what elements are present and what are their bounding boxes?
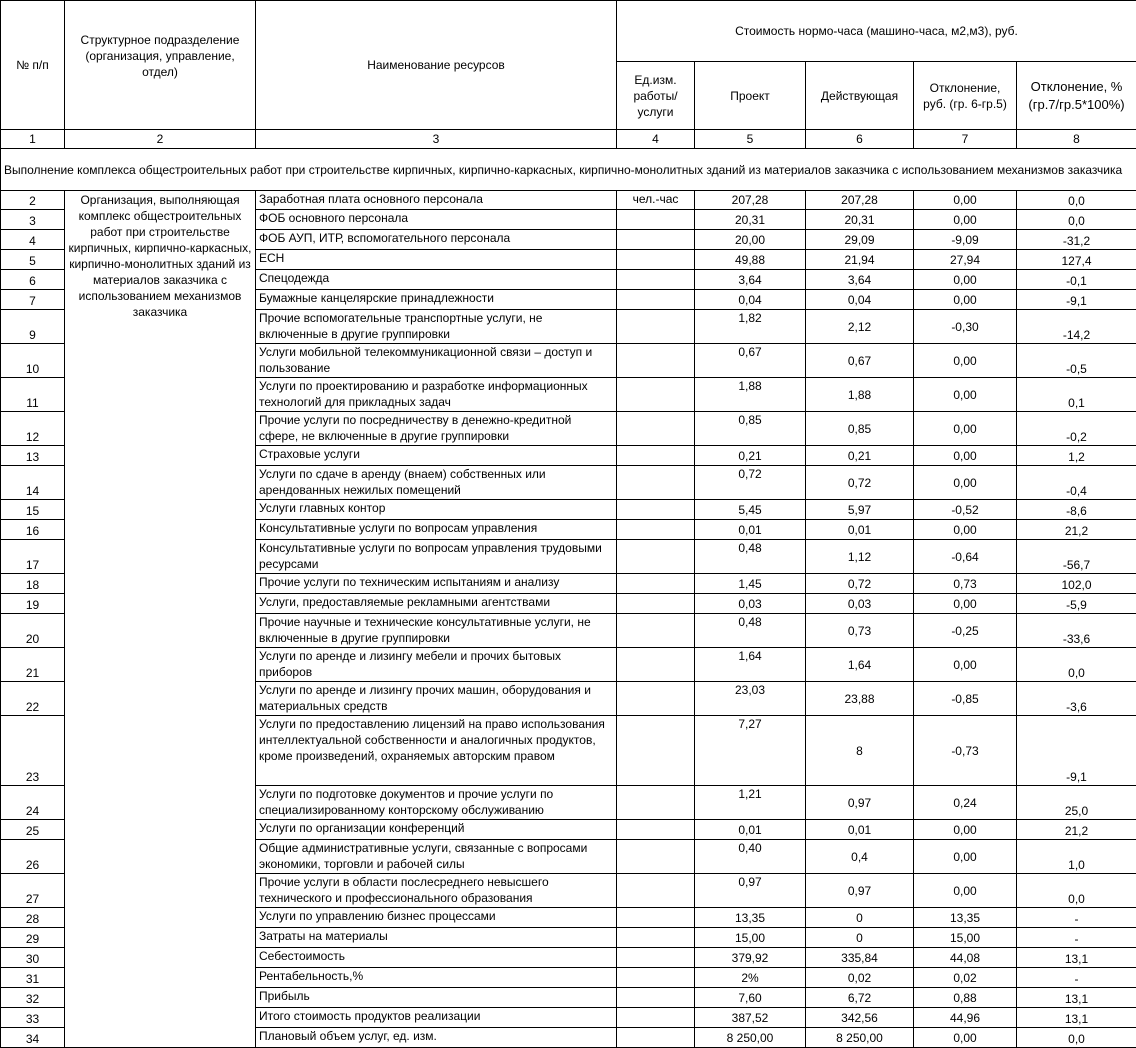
measure-unit (617, 310, 695, 344)
project-value: 20,31 (695, 210, 806, 230)
deviation-rub: 0,73 (914, 574, 1017, 594)
project-value: 20,00 (695, 230, 806, 250)
row-number: 23 (1, 716, 65, 786)
project-value: 13,35 (695, 908, 806, 928)
row-number: 2 (1, 191, 65, 210)
measure-unit (617, 500, 695, 520)
row-number: 22 (1, 682, 65, 716)
deviation-pct: 1,0 (1017, 840, 1136, 874)
deviation-rub: 0,00 (914, 378, 1017, 412)
column-number: 8 (1017, 130, 1136, 149)
row-number: 10 (1, 344, 65, 378)
header-col-current: Действующая (806, 62, 914, 130)
measure-unit (617, 540, 695, 574)
resource-name: Услуги по организации конференций (256, 820, 617, 840)
column-number: 6 (806, 130, 914, 149)
resource-name: Прибыль (256, 988, 617, 1008)
deviation-pct: -9,1 (1017, 716, 1136, 786)
deviation-rub: -0,85 (914, 682, 1017, 716)
table-row (1, 191, 1136, 210)
deviation-pct: -56,7 (1017, 540, 1136, 574)
resource-name: Прочие научные и технические консультативные услуги, не включенные в другие группировки (256, 614, 617, 648)
project-value: 0,85 (695, 412, 806, 446)
row-number: 21 (1, 648, 65, 682)
row-number: 9 (1, 310, 65, 344)
measure-unit: чел.-час (617, 191, 695, 210)
column-number: 3 (256, 130, 617, 149)
row-number: 4 (1, 230, 65, 250)
project-value: 49,88 (695, 250, 806, 270)
deviation-rub: -0,30 (914, 310, 1017, 344)
deviation-rub: 15,00 (914, 928, 1017, 948)
deviation-pct: -0,4 (1017, 466, 1136, 500)
resource-name: ФОБ основного персонала (256, 210, 617, 230)
deviation-pct: 1,2 (1017, 446, 1136, 466)
row-number: 32 (1, 988, 65, 1008)
measure-unit (617, 230, 695, 250)
deviation-rub: 0,00 (914, 466, 1017, 500)
current-value: 2,12 (806, 310, 914, 344)
resource-name: Услуги по проектированию и разработке информационных технологий для прикладных задач (256, 378, 617, 412)
measure-unit (617, 614, 695, 648)
current-value: 5,97 (806, 500, 914, 520)
project-value: 0,40 (695, 840, 806, 874)
project-value: 7,60 (695, 988, 806, 1008)
project-value: 1,82 (695, 310, 806, 344)
row-number: 12 (1, 412, 65, 446)
measure-unit (617, 820, 695, 840)
deviation-rub: 0,00 (914, 648, 1017, 682)
org-cell (65, 191, 256, 1048)
header-col-project: Проект (695, 62, 806, 130)
resource-name: Прочие услуги по посредничеству в денежно-кредитной сфере, не включенные в другие группировки (256, 412, 617, 446)
project-value: 0,03 (695, 594, 806, 614)
deviation-rub: 0,00 (914, 840, 1017, 874)
deviation-pct: -31,2 (1017, 230, 1136, 250)
current-value: 0,97 (806, 874, 914, 908)
row-number: 13 (1, 446, 65, 466)
current-value: 29,09 (806, 230, 914, 250)
resource-name: Услуги по подготовке документов и прочие услуги по специализированному конторскому обслуживанию (256, 786, 617, 820)
current-value: 0 (806, 908, 914, 928)
resource-name: Бумажные канцелярские принадлежности (256, 290, 617, 310)
current-value: 23,88 (806, 682, 914, 716)
project-value: 0,48 (695, 614, 806, 648)
row-number: 31 (1, 968, 65, 988)
current-value: 0,73 (806, 614, 914, 648)
measure-unit (617, 948, 695, 968)
deviation-rub: -9,09 (914, 230, 1017, 250)
resource-name: Услуги по управлению бизнес процессами (256, 908, 617, 928)
header-col-dev-pct: Отклонение, % (гр.7/гр.5*100%) (1017, 62, 1136, 130)
deviation-rub: -0,73 (914, 716, 1017, 786)
current-value: 0,01 (806, 820, 914, 840)
row-number: 28 (1, 908, 65, 928)
deviation-rub: 0,00 (914, 270, 1017, 290)
deviation-rub: -0,25 (914, 614, 1017, 648)
measure-unit (617, 840, 695, 874)
row-number: 11 (1, 378, 65, 412)
deviation-rub: 0,24 (914, 786, 1017, 820)
row-number: 20 (1, 614, 65, 648)
deviation-pct: 13,1 (1017, 1008, 1136, 1028)
resource-name: Себестоимость (256, 948, 617, 968)
resource-name: ФОБ АУП, ИТР, вспомогательного персонала (256, 230, 617, 250)
deviation-rub: 0,00 (914, 874, 1017, 908)
project-value: 15,00 (695, 928, 806, 948)
resource-name: Услуги по сдаче в аренду (внаем) собственных или арендованных нежилых помещений (256, 466, 617, 500)
section-title-row (1, 149, 1136, 191)
row-number: 6 (1, 270, 65, 290)
current-value: 1,12 (806, 540, 914, 574)
resource-name: Общие административные услуги, связанные с вопросами экономики, торговли и рабочей силы (256, 840, 617, 874)
resource-name: Спецодежда (256, 270, 617, 290)
deviation-pct: 25,0 (1017, 786, 1136, 820)
measure-unit (617, 928, 695, 948)
project-value: 23,03 (695, 682, 806, 716)
deviation-pct: 127,4 (1017, 250, 1136, 270)
measure-unit (617, 1028, 695, 1048)
project-value: 0,97 (695, 874, 806, 908)
column-number: 7 (914, 130, 1017, 149)
project-value: 2% (695, 968, 806, 988)
current-value: 6,72 (806, 988, 914, 1008)
row-number: 19 (1, 594, 65, 614)
measure-unit (617, 446, 695, 466)
deviation-rub: 0,00 (914, 594, 1017, 614)
project-value: 0,21 (695, 446, 806, 466)
row-number: 26 (1, 840, 65, 874)
measure-unit (617, 290, 695, 310)
deviation-pct: 0,0 (1017, 874, 1136, 908)
measure-unit (617, 594, 695, 614)
current-value: 0,04 (806, 290, 914, 310)
resource-name: Прочие вспомогательные транспортные услуги, не включенные в другие группировки (256, 310, 617, 344)
header-col-resource: Наименование ресурсов (256, 1, 617, 130)
row-number: 17 (1, 540, 65, 574)
deviation-pct: - (1017, 968, 1136, 988)
deviation-pct: -3,6 (1017, 682, 1136, 716)
deviation-pct: 21,2 (1017, 820, 1136, 840)
deviation-rub: 0,00 (914, 210, 1017, 230)
deviation-pct: 13,1 (1017, 948, 1136, 968)
org-cell-text: Организация, выполняющая комплекс общестроительных работ при строительстве кирпичных, кирпично-каркасных, кирпично-монолитных зданий из материалов заказчика с использованием механизмов заказчика (68, 192, 252, 320)
deviation-rub: 0,00 (914, 1028, 1017, 1048)
deviation-rub: 0,00 (914, 412, 1017, 446)
deviation-rub: -0,64 (914, 540, 1017, 574)
header-col-measure: Ед.изм. работы/ услуги (617, 62, 695, 130)
project-value: 1,45 (695, 574, 806, 594)
row-number: 5 (1, 250, 65, 270)
current-value: 8 250,00 (806, 1028, 914, 1048)
resource-name: Прочие услуги в области послесреднего невысшего технического и профессионального образования (256, 874, 617, 908)
deviation-rub: 44,08 (914, 948, 1017, 968)
column-number: 5 (695, 130, 806, 149)
measure-unit (617, 210, 695, 230)
measure-unit (617, 648, 695, 682)
resource-name: Услуги по предоставлению лицензий на право использования интеллектуальной собственности и аналогичных продуктов, кроме произведений, охраняемых авторским правом (256, 716, 617, 786)
current-value: 342,56 (806, 1008, 914, 1028)
row-number: 24 (1, 786, 65, 820)
row-number: 14 (1, 466, 65, 500)
measure-unit (617, 344, 695, 378)
current-value: 207,28 (806, 191, 914, 210)
measure-unit (617, 412, 695, 446)
row-number: 16 (1, 520, 65, 540)
resource-name: Страховые услуги (256, 446, 617, 466)
deviation-pct: -8,6 (1017, 500, 1136, 520)
deviation-pct: 0,0 (1017, 191, 1136, 210)
current-value: 0,67 (806, 344, 914, 378)
resource-name: Итого стоимость продуктов реализации (256, 1008, 617, 1028)
row-number: 7 (1, 290, 65, 310)
resource-name: Консультативные услуги по вопросам управления трудовыми ресурсами (256, 540, 617, 574)
measure-unit (617, 908, 695, 928)
measure-unit (617, 716, 695, 786)
row-number: 3 (1, 210, 65, 230)
measure-unit (617, 520, 695, 540)
measure-unit (617, 466, 695, 500)
resource-name: Услуги, предоставляемые рекламными агентствами (256, 594, 617, 614)
measure-unit (617, 378, 695, 412)
project-value: 0,72 (695, 466, 806, 500)
project-value: 0,67 (695, 344, 806, 378)
row-number: 25 (1, 820, 65, 840)
current-value: 21,94 (806, 250, 914, 270)
current-value: 0,4 (806, 840, 914, 874)
section-title: Выполнение комплекса общестроительных работ при строительстве кирпичных, кирпично-каркасных, кирпично-монолитных зданий из материалов заказчика с использованием механизмов заказчика (1, 149, 1136, 191)
current-value: 8 (806, 716, 914, 786)
project-value: 0,04 (695, 290, 806, 310)
project-value: 207,28 (695, 191, 806, 210)
current-value: 0,72 (806, 466, 914, 500)
measure-unit (617, 988, 695, 1008)
measure-unit (617, 786, 695, 820)
current-value: 0,85 (806, 412, 914, 446)
current-value: 335,84 (806, 948, 914, 968)
project-value: 3,64 (695, 270, 806, 290)
column-number-row (1, 130, 1136, 149)
row-number: 30 (1, 948, 65, 968)
measure-unit (617, 874, 695, 908)
deviation-rub: 0,00 (914, 290, 1017, 310)
deviation-rub: 0,00 (914, 446, 1017, 466)
resource-name: Затраты на материалы (256, 928, 617, 948)
measure-unit (617, 270, 695, 290)
deviation-rub: 27,94 (914, 250, 1017, 270)
project-value: 1,88 (695, 378, 806, 412)
header-col-dev-rub: Отклонение, руб. (гр. 6-гр.5) (914, 62, 1017, 130)
deviation-rub: 0,00 (914, 820, 1017, 840)
deviation-pct: -33,6 (1017, 614, 1136, 648)
resource-name: Услуги по аренде и лизингу мебели и прочих бытовых приборов (256, 648, 617, 682)
current-value: 0,03 (806, 594, 914, 614)
deviation-pct: - (1017, 908, 1136, 928)
header-cost-group: Стоимость нормо-часа (машино-часа, м2,м3), руб. (617, 1, 1136, 62)
column-number: 2 (65, 130, 256, 149)
deviation-pct: 0,1 (1017, 378, 1136, 412)
row-number: 27 (1, 874, 65, 908)
current-value: 20,31 (806, 210, 914, 230)
deviation-rub: 0,00 (914, 520, 1017, 540)
row-number: 18 (1, 574, 65, 594)
measure-unit (617, 968, 695, 988)
project-value: 7,27 (695, 716, 806, 786)
deviation-pct: 21,2 (1017, 520, 1136, 540)
project-value: 1,64 (695, 648, 806, 682)
row-number: 15 (1, 500, 65, 520)
deviation-rub: 0,00 (914, 191, 1017, 210)
deviation-rub: -0,52 (914, 500, 1017, 520)
resource-name: Прочие услуги по техническим испытаниям и анализу (256, 574, 617, 594)
deviation-pct: -0,2 (1017, 412, 1136, 446)
row-number: 29 (1, 928, 65, 948)
project-value: 5,45 (695, 500, 806, 520)
deviation-rub: 0,88 (914, 988, 1017, 1008)
deviation-pct: -14,2 (1017, 310, 1136, 344)
deviation-pct: -0,5 (1017, 344, 1136, 378)
current-value: 0,97 (806, 786, 914, 820)
deviation-rub: 13,35 (914, 908, 1017, 928)
deviation-pct: - (1017, 928, 1136, 948)
measure-unit (617, 1008, 695, 1028)
header-col-unit: Структурное подразделение (организация, управление, отдел) (65, 1, 256, 130)
deviation-pct: 0,0 (1017, 648, 1136, 682)
project-value: 0,01 (695, 520, 806, 540)
deviation-rub: 0,02 (914, 968, 1017, 988)
measure-unit (617, 574, 695, 594)
current-value: 0,02 (806, 968, 914, 988)
row-number: 34 (1, 1028, 65, 1048)
resource-name: Заработная плата основного персонала (256, 191, 617, 210)
project-value: 0,48 (695, 540, 806, 574)
current-value: 0,21 (806, 446, 914, 466)
current-value: 1,88 (806, 378, 914, 412)
column-number: 4 (617, 130, 695, 149)
resource-name: Плановый объем услуг, ед. изм. (256, 1028, 617, 1048)
project-value: 0,01 (695, 820, 806, 840)
column-number: 1 (1, 130, 65, 149)
project-value: 379,92 (695, 948, 806, 968)
project-value: 8 250,00 (695, 1028, 806, 1048)
current-value: 1,64 (806, 648, 914, 682)
measure-unit (617, 682, 695, 716)
resource-name: Консультативные услуги по вопросам управления (256, 520, 617, 540)
measure-unit (617, 250, 695, 270)
resource-name: ЕСН (256, 250, 617, 270)
deviation-pct: -5,9 (1017, 594, 1136, 614)
resource-name: Услуги по аренде и лизингу прочих машин, оборудования и материальных средств (256, 682, 617, 716)
resource-name: Услуги мобильной телекоммуникационной связи – доступ и пользование (256, 344, 617, 378)
header-col-num: № п/п (1, 1, 65, 130)
current-value: 0 (806, 928, 914, 948)
resource-name: Рентабельность,% (256, 968, 617, 988)
row-number: 33 (1, 1008, 65, 1028)
deviation-rub: 0,00 (914, 344, 1017, 378)
project-value: 387,52 (695, 1008, 806, 1028)
deviation-rub: 44,96 (914, 1008, 1017, 1028)
deviation-pct: -9,1 (1017, 290, 1136, 310)
current-value: 0,01 (806, 520, 914, 540)
project-value: 1,21 (695, 786, 806, 820)
deviation-pct: -0,1 (1017, 270, 1136, 290)
deviation-pct: 0,0 (1017, 210, 1136, 230)
deviation-pct: 0,0 (1017, 1028, 1136, 1048)
current-value: 0,72 (806, 574, 914, 594)
deviation-pct: 13,1 (1017, 988, 1136, 1008)
deviation-pct: 102,0 (1017, 574, 1136, 594)
current-value: 3,64 (806, 270, 914, 290)
resource-name: Услуги главных контор (256, 500, 617, 520)
header-row-1 (1, 1, 1136, 62)
